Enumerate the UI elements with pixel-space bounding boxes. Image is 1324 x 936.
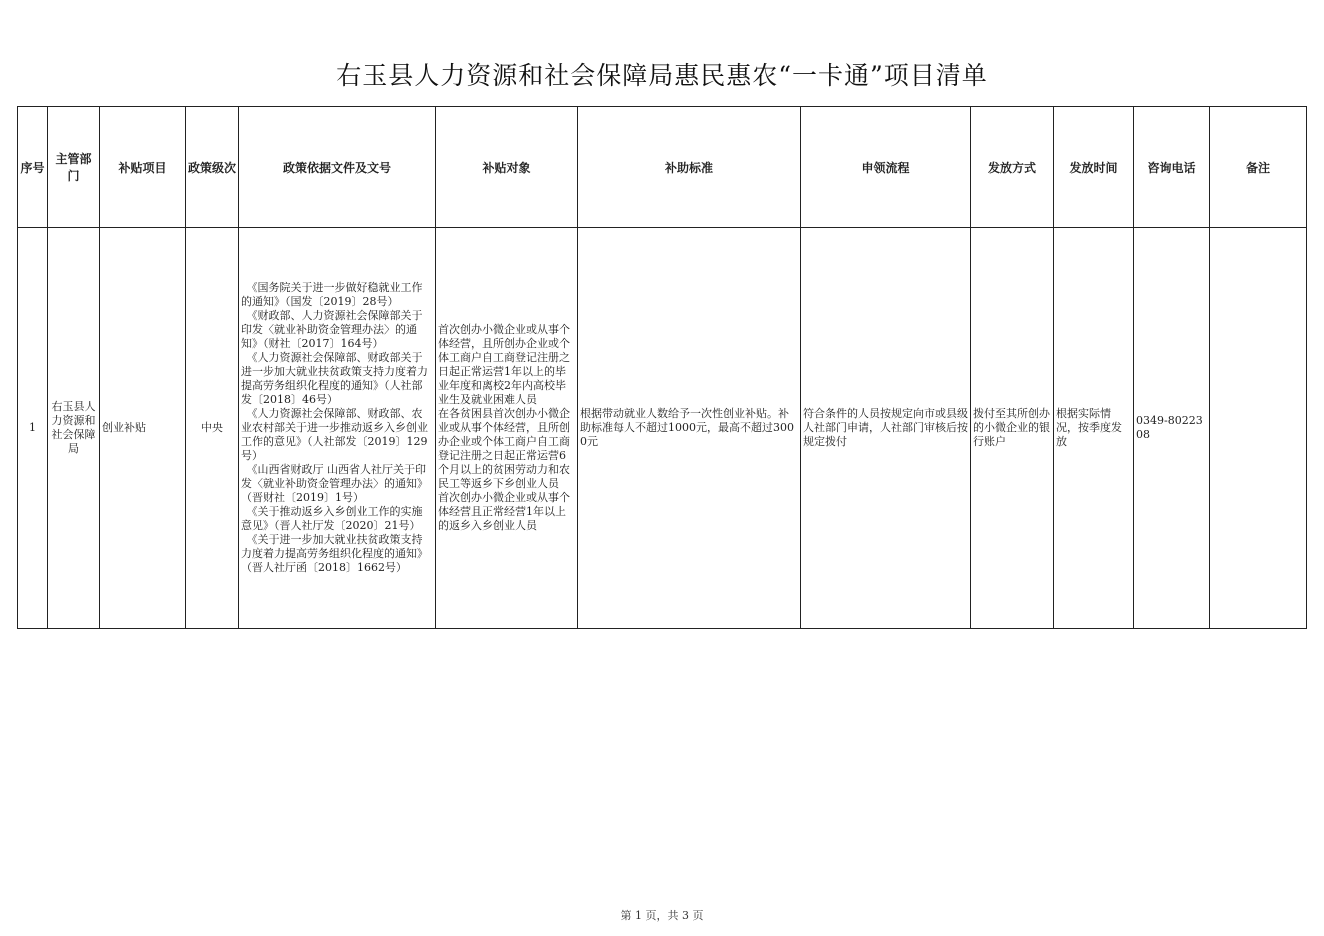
cell-phone: 0349-8022308 [1134,228,1210,629]
policy-text: 《国务院关于进一步做好稳就业工作的通知》（国发〔2019〕28号） 《财政部、人力资源社会保障部关于印发〈就业补助资金管理办法〉的通知》（财社〔2017〕164号） 《人力资源社会保障部、财政部关于进一步加大就业扶贫政策支持力度着力提高劳务组织化程度的通知》（人社部发〔2018〕46号） 《人力资源社会保障部、财政部、农业农村部关于进一步推动返乡入乡创业工作的意见》（人社部发〔2019〕129号） 《山西省财政厅 山西省人社厅关于印发〈就业补助资金管理办法〉的通知》（晋财社〔2019〕1号） 《关于推动返乡入乡创业工作的实施意见》（晋人社厅发〔2020〕21号） 《关于进一步加大就业扶贫政策支持力度着力提高劳务组织化程度的通知》（晋人社厅函〔2018〕1662号） [241,281,428,574]
cell-remark [1210,228,1307,629]
cell-level: 中央 [186,228,239,629]
cell-process: 符合条件的人员按规定向市或县级人社部门申请，人社部门审核后按规定拨付 [801,228,971,629]
header-standard: 补助标准 [578,107,801,228]
header-remark: 备注 [1210,107,1307,228]
cell-item: 创业补贴 [100,228,186,629]
cell-target [436,228,578,629]
header-target: 补贴对象 [436,107,578,228]
header-time: 发放时间 [1054,107,1134,228]
header-item: 补贴项目 [100,107,186,228]
target-text: 首次创办小微企业或从事个体经营，且所创办企业或个体工商户自工商登记注册之日起正常运营1年以上的毕业年度和离校2年内高校毕业生及就业困难人员 在各贫困县首次创办小微企业或从事个体经营，且所创办企业或个体工商户自工商登记注册之日起正常运营6个月以上的贫困劳动力和农民工等返乡下乡创业人员 首次创办小微企业或从事个体经营且正常经营1年以上的返乡入乡创业人员 [438,323,570,532]
project-table [17,106,1307,629]
table-header-row [18,107,1307,228]
cell-method: 拨付至其所创办的小微企业的银行账户 [971,228,1054,629]
header-no: 序号 [18,107,48,228]
page-footer: 第 1 页，共 3 页 [620,909,704,922]
cell-time: 根据实际情况，按季度发放 [1054,228,1134,629]
header-process: 申领流程 [801,107,971,228]
cell-standard: 根据带动就业人数给予一次性创业补贴。补助标准每人不超过1000元，最高不超过3000元 [578,228,801,629]
page-title: 右玉县人力资源和社会保障局惠民惠农“一卡通”项目清单 [336,61,988,90]
cell-dept: 右玉县人力资源和社会保障局 [48,228,100,629]
header-phone: 咨询电话 [1134,107,1210,228]
header-dept: 主管部门 [48,107,100,228]
header-method: 发放方式 [971,107,1054,228]
cell-policy [239,228,436,629]
table-row [18,228,1307,629]
header-policy: 政策依据文件及文号 [239,107,436,228]
cell-no: 1 [18,228,48,629]
header-level: 政策级次 [186,107,239,228]
